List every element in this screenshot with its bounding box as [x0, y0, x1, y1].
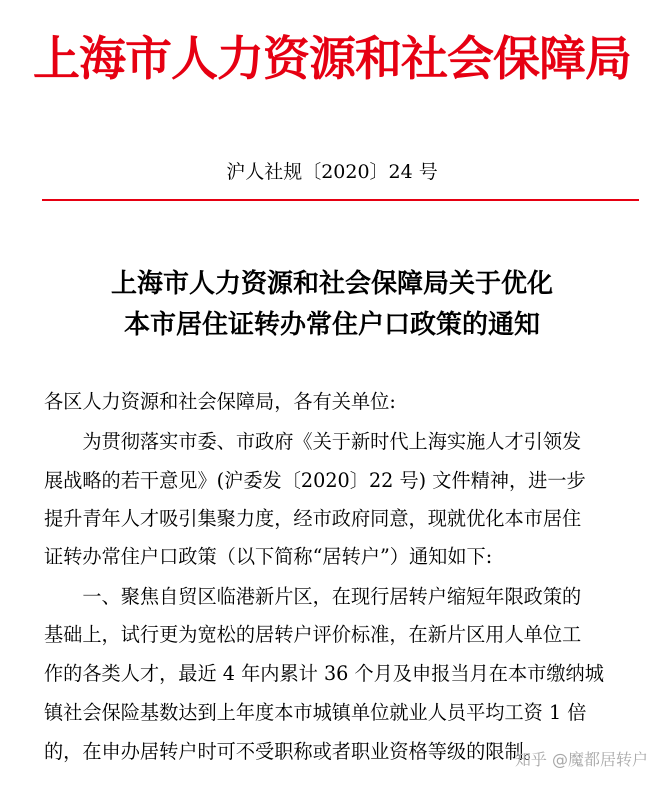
- body-line: 作的各类人才，最近 4 年内累计 36 个月及申报当月在本市缴纳城: [44, 662, 604, 685]
- body-line: 提升青年人才吸引集聚力度，经市政府同意，现就优化本市居住: [44, 507, 582, 530]
- document-title-line-2: 本市居住证转办常住户口政策的通知: [123, 310, 540, 340]
- salutation: 各区人力资源和社会保障局，各有关单位:: [44, 390, 396, 413]
- body-line: 证转办常住户口政策（以下简称“居转户”）通知如下:: [44, 545, 493, 568]
- body-line: 为贯彻落实市委、市政府《关于新时代上海实施人才引领发: [44, 430, 582, 453]
- agency-title: 上海市人力资源和社会保障局: [33, 32, 631, 87]
- red-divider: [42, 199, 639, 201]
- document-title-line-1: 上海市人力资源和社会保障局关于优化: [110, 269, 553, 299]
- body-line: 一、聚焦自贸区临港新片区，在现行居转户缩短年限政策的: [44, 585, 582, 608]
- body-line: 的，在申办居转户时可不受职称或者职业资格等级的限制。: [44, 740, 543, 763]
- document-number: 沪人社规〔2020〕24 号: [226, 161, 438, 183]
- zhihu-watermark: 知乎 @魔都居转户: [514, 750, 648, 769]
- body-line: 基础上，试行更为宽松的居转户评价标准，在新片区用人单位工: [44, 623, 582, 646]
- body-line: 展战略的若干意见》(沪委发〔2020〕22 号) 文件精神，进一步: [44, 469, 586, 492]
- body-line: 镇社会保险基数达到上年度本市城镇单位就业人员平均工资 1 倍: [44, 701, 587, 724]
